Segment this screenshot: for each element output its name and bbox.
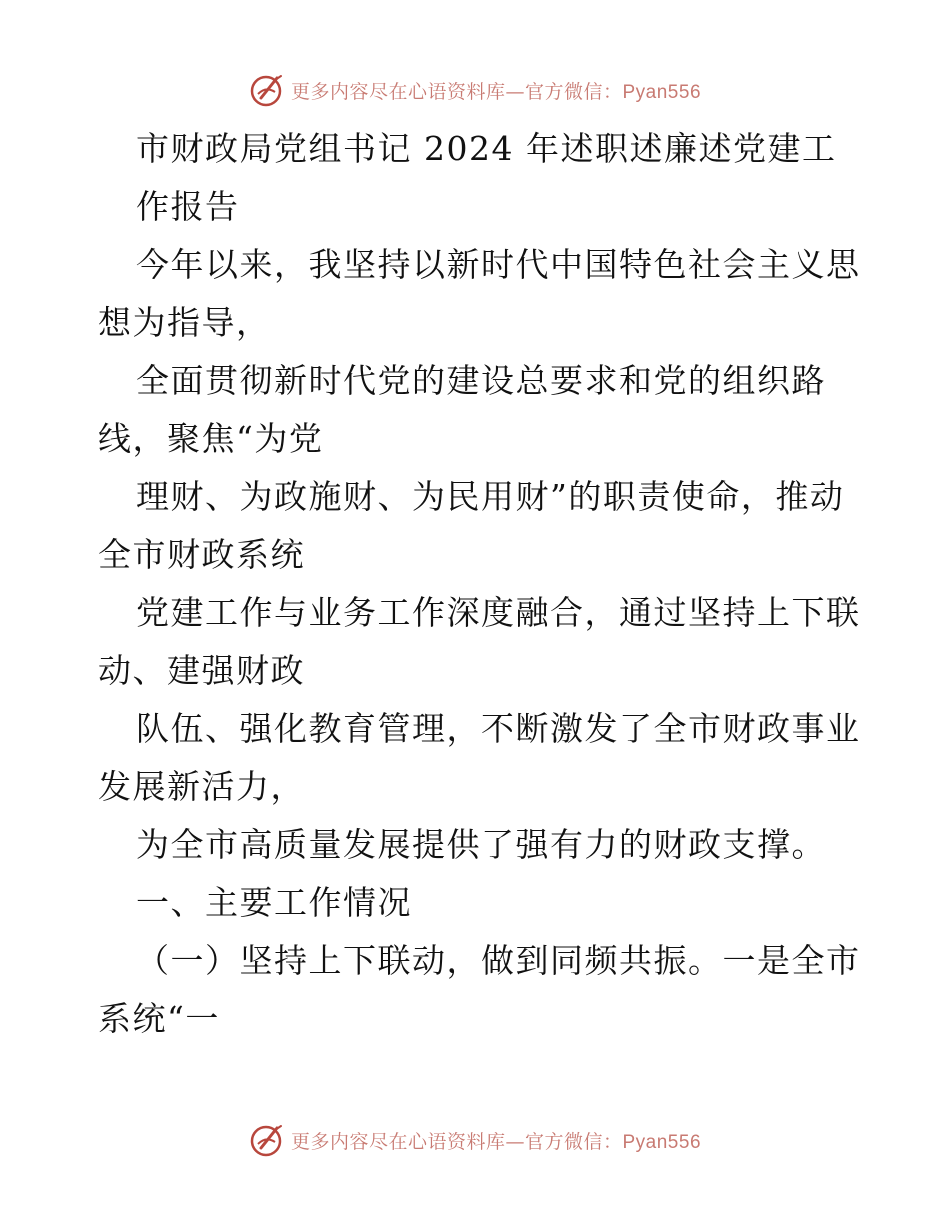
doc-line: 今年以来，我坚持以新时代中国特色社会主义思 [136,245,861,284]
book-pen-logo-icon [249,1122,285,1158]
doc-line: 全市财政系统 [98,535,305,574]
doc-line: 党建工作与业务工作深度融合，通过坚持上下联 [136,593,861,632]
document-body [98,120,861,1048]
doc-line: 想为指导， [98,303,271,342]
doc-line: 系统“一 [98,999,220,1038]
book-pen-logo-icon [249,72,285,108]
doc-line: （一）坚持上下联动，做到同频共振。一是全市 [136,941,861,980]
doc-line: 动、建强财政 [98,651,305,690]
watermark-text: 更多内容尽在心语资料库—官方微信：Pyan556 [290,80,702,103]
doc-line: 发展新活力， [98,767,305,806]
doc-line: 全面贯彻新时代党的建设总要求和党的组织路 [136,361,826,400]
doc-line: 线，聚焦“为党 [98,419,324,458]
doc-line: 队伍、强化教育管理，不断激发了全市财政事业 [136,709,861,748]
doc-line: 为全市高质量发展提供了强有力的财政支撑。 [136,825,826,864]
doc-line: 理财、为政施财、为民用财”的职责使命，推动 [136,477,845,516]
doc-line: 市财政局党组书记 2024 年述职述廉述党建工 [136,129,837,168]
section-heading: 一、主要工作情况 [136,883,412,922]
footer-watermark [0,1120,950,1160]
doc-line: 作报告 [136,187,240,226]
watermark-text: 更多内容尽在心语资料库—官方微信：Pyan556 [290,1130,702,1153]
header-watermark [0,70,950,110]
